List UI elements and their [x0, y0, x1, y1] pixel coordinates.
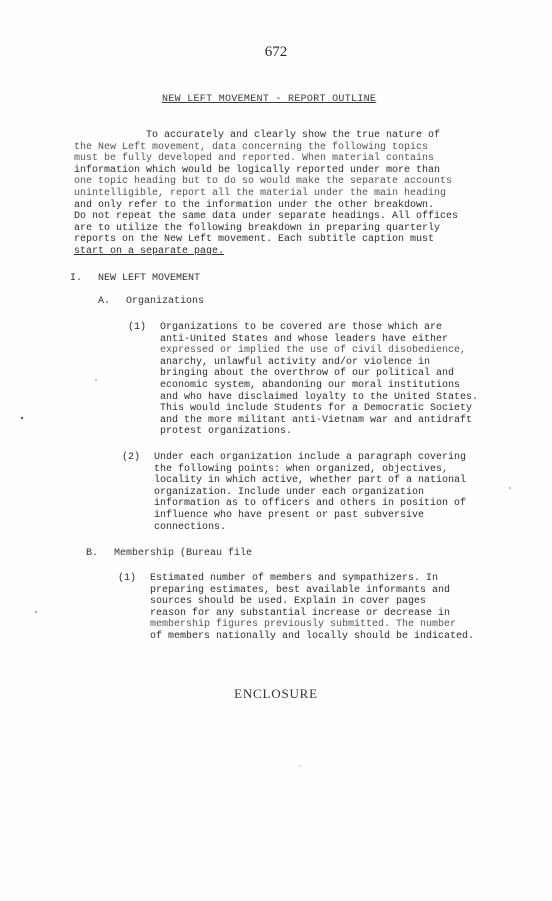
- page-number: 672: [264, 44, 288, 60]
- section-number: I.: [70, 273, 83, 284]
- enclosure-label: ENCLOSURE: [234, 686, 318, 701]
- text-line: anti-United States and whose leaders have either: [160, 333, 449, 345]
- text-line: start on a separate page.: [74, 245, 225, 257]
- text-line: and who have disclaimed loyalty to the United States.: [160, 391, 479, 403]
- subsection-heading-b: [86, 548, 252, 559]
- text-line: bringing about the overthrow of our political and: [160, 368, 455, 380]
- section-heading: [70, 273, 200, 284]
- text-line: unintelligible, report all the material under the main heading: [74, 187, 447, 199]
- subsection-letter: B.: [86, 548, 99, 559]
- item-text: [154, 452, 466, 533]
- item-number: (1): [128, 322, 147, 333]
- text-line: To accurately and clearly show the true nature of: [146, 130, 441, 141]
- text-line: anarchy, unlawful activity and/or violence in: [160, 356, 431, 368]
- text-line: reports on the New Left movement. Each subtitle caption must: [74, 234, 435, 246]
- subsection-letter: A.: [98, 296, 111, 307]
- text-line: Organizations to be covered are those which are: [160, 322, 443, 333]
- subsection-heading-a: [98, 296, 204, 307]
- item-text: [150, 573, 474, 643]
- text-line: Do not repeat the same data under separate headings. All offices: [74, 211, 459, 223]
- text-line: connections.: [154, 521, 227, 533]
- text-line: preparing estimates, best available informants and: [150, 584, 451, 596]
- section-title: NEW LEFT MOVEMENT: [98, 273, 201, 284]
- text-line: the following points: when organized, objectives,: [154, 463, 449, 475]
- item-number: (1): [118, 573, 137, 584]
- intro-paragraph: [74, 130, 524, 258]
- text-line: membership figures previously submitted. The number: [150, 619, 457, 631]
- document-title: NEW LEFT MOVEMENT - REPORT OUTLINE: [162, 94, 377, 105]
- text-line: protest organizations.: [160, 426, 293, 438]
- text-line: the New Left movement, data concerning the following topics: [74, 141, 429, 153]
- text-line: This would include Students for a Democratic Society: [160, 403, 473, 415]
- text-line: Estimated number of members and sympathizers. In: [150, 573, 439, 584]
- text-line: of members nationally and locally should be indicated.: [150, 630, 475, 642]
- text-line: influence who have present or past subversive: [154, 509, 425, 521]
- text-line: economic system, abandoning our moral institutions: [160, 379, 461, 391]
- item-text: [160, 322, 478, 438]
- text-line: expressed or implied the use of civil disobedience,: [160, 345, 467, 357]
- text-line: and only refer to the information under the other breakdown.: [74, 199, 435, 211]
- text-line: sources should be used. Explain in cover pages: [150, 596, 427, 608]
- text-line: reason for any substantial increase or decrease in: [150, 607, 451, 619]
- text-line: and the more militant anti-Vietnam war and antidraft: [160, 414, 473, 426]
- text-line: information which would be logically reported under more than: [74, 164, 441, 176]
- text-line: are to utilize the following breakdown in preparing quarterly: [74, 222, 441, 234]
- subsection-title: Membership (Bureau file: [114, 548, 253, 559]
- text-line: information as to officers and others in position of: [154, 498, 467, 510]
- text-line: Under each organization include a paragraph covering: [154, 452, 467, 463]
- subsection-title: Organizations: [126, 296, 205, 307]
- text-line: must be fully developed and reported. When material contains: [74, 153, 435, 165]
- text-line: one topic heading but to do so would make the separate accounts: [74, 176, 453, 188]
- text-line: locality in which active, whether part of a national: [154, 475, 467, 487]
- text-line: organization. Include under each organization: [154, 486, 425, 498]
- item-number: (2): [122, 452, 141, 463]
